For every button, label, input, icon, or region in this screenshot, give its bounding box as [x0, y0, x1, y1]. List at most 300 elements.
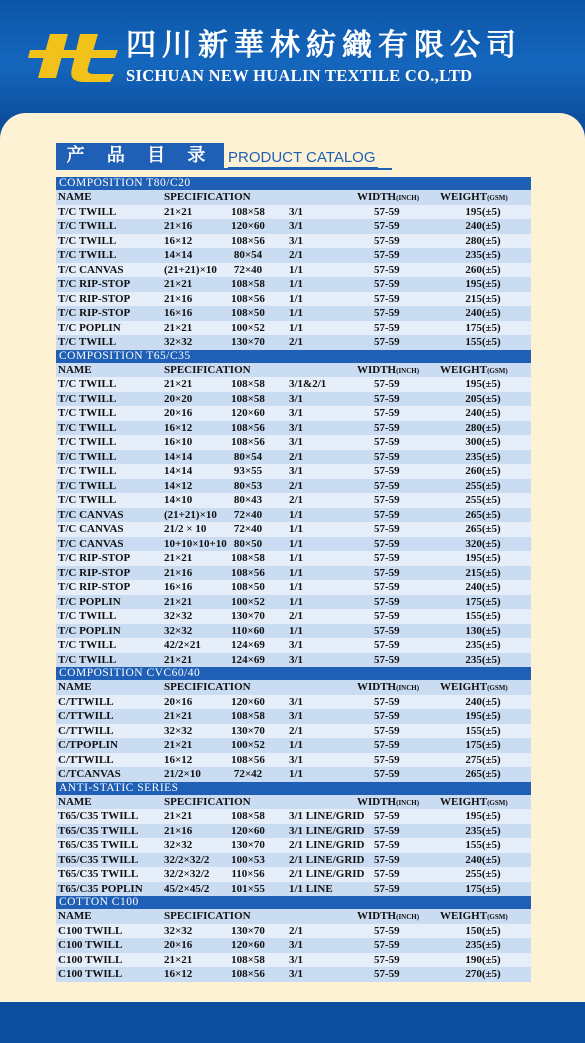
weave-cell: 3/1: [289, 953, 304, 966]
width-cell: 57-59: [374, 939, 400, 951]
column-header-weight-label: WEIGHT: [440, 191, 488, 203]
density-cell: 108×50: [231, 581, 265, 593]
product-name-cell: C100 TWILL: [58, 968, 123, 980]
width-cell: 57-59: [374, 839, 400, 851]
yarn-spec-cell: 21×16: [164, 292, 193, 305]
density-cell: 108×58: [231, 953, 265, 966]
weave-cell: 1/1: [289, 508, 304, 521]
width-cell: 57-59: [374, 868, 400, 880]
density-cell: 108×56: [231, 968, 265, 980]
yarn-spec-cell: 21×16: [164, 824, 193, 837]
yarn-spec-cell: 16×16: [164, 581, 193, 593]
density-cell: 130×70: [231, 924, 265, 937]
weave-cell: 1/1: [289, 321, 304, 334]
section-title: COMPOSITION CVC60/40: [56, 667, 531, 680]
product-name-cell: T/C TWILL: [58, 479, 117, 492]
weight-cell: 155(±5): [465, 336, 501, 348]
weave-cell: 2/1: [289, 479, 304, 492]
product-name-cell: C/TTWILL: [58, 710, 114, 722]
width-cell: 57-59: [374, 610, 400, 622]
weight-cell: 320(±5): [465, 537, 501, 550]
column-header-width-unit: (INCH): [396, 366, 420, 375]
weight-cell: 155(±5): [465, 610, 501, 622]
yarn-spec-cell: 21×21: [164, 552, 193, 564]
company-name-english: SICHUAN NEW HUALIN TEXTILE CO.,LTD: [126, 66, 473, 85]
density-cell: 108×56: [231, 421, 265, 434]
column-header-weight-label: WEIGHT: [440, 363, 488, 376]
weave-cell: 3/1: [289, 392, 304, 405]
weight-cell: 175(±5): [465, 739, 501, 751]
weave-cell: 2/1 LINE/GRID: [289, 868, 365, 880]
yarn-spec-cell: 21×21: [164, 321, 193, 334]
weave-cell: 1/1: [289, 581, 304, 593]
width-cell: 57-59: [374, 321, 400, 334]
table-row: [56, 709, 531, 724]
product-name-cell: C/TTWILL: [58, 724, 114, 737]
weave-cell: 3/1&2/1: [289, 378, 327, 390]
column-header-width-label: WIDTH: [357, 795, 397, 808]
product-name-cell: T/C TWILL: [58, 421, 117, 434]
width-cell: 57-59: [374, 968, 400, 980]
weight-cell: 235(±5): [465, 653, 501, 666]
table-row: [56, 450, 531, 465]
column-header-weight-label: WEIGHT: [440, 910, 488, 922]
product-name-cell: T/C CANVAS: [58, 263, 124, 276]
table-row: [56, 479, 531, 494]
yarn-spec-cell: 32×32: [164, 839, 193, 851]
company-name-chinese: 四川新華林紡織有限公司: [126, 28, 522, 63]
section-title: COMPOSITION T80/C20: [56, 177, 531, 190]
weight-cell: 265(±5): [465, 768, 501, 780]
yarn-spec-cell: 21×21: [164, 205, 193, 218]
weave-cell: 1/1: [289, 739, 304, 751]
density-cell: 120×60: [231, 824, 265, 837]
product-name-cell: T/C TWILL: [58, 436, 117, 448]
catalog-section: [56, 896, 531, 982]
title-underline: [56, 168, 392, 170]
weave-cell: 1/1: [289, 595, 304, 608]
table-row: [56, 924, 531, 939]
weight-cell: 280(±5): [465, 421, 501, 434]
product-name-cell: T/C TWILL: [58, 407, 117, 419]
width-cell: 57-59: [374, 421, 400, 434]
weight-cell: 175(±5): [465, 321, 501, 334]
weight-cell: 235(±5): [465, 824, 501, 837]
width-cell: 57-59: [374, 710, 400, 722]
product-name-cell: T/C TWILL: [58, 220, 117, 232]
table-row: [56, 248, 531, 263]
density-cell: 100×53: [231, 853, 265, 866]
width-cell: 57-59: [374, 508, 400, 521]
table-row: [56, 609, 531, 624]
density-cell: 72×42: [233, 768, 263, 780]
product-name-cell: T/C CANVAS: [58, 523, 124, 535]
product-name-cell: T/C POPLIN: [58, 321, 121, 334]
density-cell: 80×50: [233, 537, 263, 550]
weight-cell: 260(±5): [465, 263, 501, 276]
table-row: [56, 938, 531, 953]
table-row: [56, 809, 531, 824]
footer-bar: [0, 1002, 585, 1043]
density-cell: 100×52: [231, 595, 265, 608]
column-header-specification: SPECIFICATION: [164, 910, 251, 922]
table-row: [56, 435, 531, 450]
yarn-spec-cell: 21×21: [164, 739, 193, 751]
weight-cell: 130(±5): [465, 624, 501, 637]
product-name-cell: T/C TWILL: [58, 205, 117, 218]
product-name-cell: T65/C35 TWILL: [58, 868, 139, 880]
weave-cell: 1/1: [289, 566, 304, 579]
weight-cell: 155(±5): [465, 839, 501, 851]
column-header-weight-label: WEIGHT: [440, 795, 488, 808]
density-cell: 130×70: [231, 839, 265, 851]
width-cell: 57-59: [374, 336, 400, 348]
product-name-cell: T/C TWILL: [58, 465, 117, 477]
width-cell: 57-59: [374, 768, 400, 780]
width-cell: 57-59: [374, 278, 400, 290]
density-cell: 120×60: [231, 220, 265, 232]
weave-cell: 3/1: [289, 234, 304, 247]
width-cell: 57-59: [374, 552, 400, 564]
table-row: [56, 624, 531, 639]
table-row: [56, 421, 531, 436]
weight-cell: 195(±5): [465, 378, 501, 390]
weave-cell: 1/1: [289, 768, 304, 780]
product-name-cell: T/C TWILL: [58, 610, 117, 622]
weight-cell: 235(±5): [465, 249, 501, 261]
section-title: COTTON C100: [56, 896, 531, 909]
density-cell: 108×50: [231, 307, 265, 319]
column-header-weight-unit: (GSM): [487, 913, 508, 921]
product-catalog-table: [56, 177, 531, 982]
table-row: [56, 824, 531, 839]
width-cell: 57-59: [374, 537, 400, 550]
weight-cell: 150(±5): [465, 924, 501, 937]
table-row: [56, 234, 531, 249]
weight-cell: 195(±5): [465, 278, 501, 290]
density-cell: 120×60: [231, 939, 265, 951]
weight-cell: 240(±5): [465, 220, 501, 232]
weave-cell: 2/1 LINE/GRID: [289, 839, 365, 851]
density-cell: 108×58: [231, 278, 265, 290]
density-cell: 108×56: [231, 292, 265, 305]
width-cell: 57-59: [374, 953, 400, 966]
yarn-spec-cell: 14×14: [164, 249, 193, 261]
width-cell: 57-59: [374, 249, 400, 261]
yarn-spec-cell: 32/2×32/2: [164, 853, 210, 866]
width-cell: 57-59: [374, 810, 400, 822]
product-name-cell: T/C CANVAS: [58, 537, 124, 550]
column-header-weight-label: WEIGHT: [440, 681, 488, 693]
column-header-row: [56, 190, 531, 205]
product-name-cell: T/C RIP-STOP: [58, 581, 131, 593]
product-name-cell: T/C TWILL: [58, 392, 117, 405]
column-header-row: [56, 363, 531, 378]
weave-cell: 3/1 LINE/GRID: [289, 810, 365, 822]
weight-cell: 235(±5): [465, 450, 501, 463]
section-title: COMPOSITION T65/C35: [56, 350, 531, 363]
width-cell: 57-59: [374, 378, 400, 390]
weave-cell: 1/1: [289, 307, 304, 319]
product-name-cell: T/C TWILL: [58, 249, 117, 261]
width-cell: 57-59: [374, 824, 400, 837]
width-cell: 57-59: [374, 436, 400, 448]
density-cell: 108×58: [231, 552, 265, 564]
table-row: [56, 321, 531, 336]
density-cell: 124×69: [231, 653, 265, 666]
column-header-weight: [440, 363, 508, 379]
density-cell: 108×56: [231, 436, 265, 448]
density-cell: 130×70: [231, 610, 265, 622]
column-header-width: [357, 363, 419, 379]
product-name-cell: T65/C35 TWILL: [58, 853, 139, 866]
weave-cell: 1/1: [289, 278, 304, 290]
density-cell: 110×56: [231, 868, 265, 880]
yarn-spec-cell: 14×12: [164, 479, 193, 492]
weave-cell: 3/1: [289, 220, 304, 232]
yarn-spec-cell: 16×12: [164, 421, 193, 434]
product-name-cell: T/C POPLIN: [58, 595, 121, 608]
yarn-spec-cell: 16×12: [164, 968, 193, 980]
yarn-spec-cell: 21×21: [164, 378, 193, 390]
yarn-spec-cell: 21/2 × 10: [164, 523, 207, 535]
weight-cell: 195(±5): [465, 552, 501, 564]
column-header-width-label: WIDTH: [357, 363, 397, 376]
table-row: [56, 464, 531, 479]
width-cell: 57-59: [374, 624, 400, 637]
table-row: [56, 219, 531, 234]
catalog-section: [56, 782, 531, 897]
column-header-name: NAME: [58, 910, 92, 922]
product-name-cell: C100 TWILL: [58, 939, 123, 951]
column-header-row: [56, 909, 531, 924]
weight-cell: 205(±5): [465, 392, 501, 405]
table-row: [56, 638, 531, 653]
weight-cell: 255(±5): [465, 868, 501, 880]
table-row: [56, 580, 531, 595]
density-cell: 80×53: [233, 479, 263, 492]
density-cell: 130×70: [231, 724, 265, 737]
column-header-width: [357, 909, 419, 925]
product-name-cell: C/TCANVAS: [58, 768, 121, 780]
weight-cell: 255(±5): [465, 479, 501, 492]
yarn-spec-cell: 32×32: [164, 924, 193, 937]
weave-cell: 3/1: [289, 753, 304, 766]
weight-cell: 300(±5): [465, 436, 501, 448]
column-header-weight: [440, 680, 508, 696]
weave-cell: 3/1 LINE/GRID: [289, 824, 365, 837]
column-header-width-label: WIDTH: [357, 681, 397, 693]
column-header-width: [357, 680, 419, 696]
yarn-spec-cell: (21+21)×10: [164, 263, 217, 276]
weight-cell: 190(±5): [465, 953, 501, 966]
column-header-width-unit: (INCH): [396, 913, 420, 921]
table-row: [56, 724, 531, 739]
product-name-cell: T/C RIP-STOP: [58, 278, 131, 290]
column-header-name: NAME: [58, 191, 92, 203]
column-header-specification: SPECIFICATION: [164, 681, 251, 693]
weight-cell: 240(±5): [465, 853, 501, 866]
width-cell: 57-59: [374, 739, 400, 751]
table-row: [56, 406, 531, 421]
weight-cell: 255(±5): [465, 494, 501, 506]
product-name-cell: C/TTWILL: [58, 753, 114, 766]
density-cell: 120×60: [231, 407, 265, 419]
density-cell: 108×56: [231, 566, 265, 579]
yarn-spec-cell: 10+10×10+10: [164, 537, 227, 550]
yarn-spec-cell: 16×10: [164, 436, 193, 448]
weight-cell: 215(±5): [465, 566, 501, 579]
table-row: [56, 838, 531, 853]
column-header-weight: [440, 909, 508, 925]
width-cell: 57-59: [374, 465, 400, 477]
weave-cell: 1/1: [289, 263, 304, 276]
weave-cell: 3/1: [289, 710, 304, 722]
column-header-weight-unit: (GSM): [487, 194, 508, 202]
column-header-name: NAME: [58, 681, 92, 693]
width-cell: 57-59: [374, 263, 400, 276]
density-cell: 72×40: [233, 508, 263, 521]
column-header-width-unit: (INCH): [396, 798, 420, 807]
density-cell: 124×69: [231, 639, 265, 651]
weight-cell: 275(±5): [465, 753, 501, 766]
weave-cell: 3/1: [289, 968, 304, 980]
yarn-spec-cell: 32×32: [164, 624, 193, 637]
weave-cell: 1/1: [289, 624, 304, 637]
weight-cell: 175(±5): [465, 595, 501, 608]
product-name-cell: T65/C35 TWILL: [58, 810, 139, 822]
table-row: [56, 595, 531, 610]
catalog-section: [56, 667, 531, 782]
width-cell: 57-59: [374, 581, 400, 593]
weight-cell: 280(±5): [465, 234, 501, 247]
header-banner: [0, 0, 585, 118]
column-header-weight-unit: (GSM): [487, 366, 508, 375]
weave-cell: 2/1: [289, 724, 304, 737]
product-name-cell: C100 TWILL: [58, 953, 123, 966]
product-name-cell: T/C TWILL: [58, 494, 117, 506]
weave-cell: 3/1: [289, 421, 304, 434]
weave-cell: 3/1: [289, 939, 304, 951]
catalog-title-chinese: 产 品 目 录: [56, 143, 224, 168]
table-row: [56, 653, 531, 668]
weight-cell: 240(±5): [465, 695, 501, 708]
product-name-cell: T/C TWILL: [58, 450, 117, 463]
catalog-section: [56, 177, 531, 350]
product-name-cell: T/C RIP-STOP: [58, 552, 131, 564]
weave-cell: 2/1: [289, 336, 304, 348]
product-name-cell: T/C TWILL: [58, 653, 117, 666]
weight-cell: 195(±5): [465, 710, 501, 722]
table-row: [56, 277, 531, 292]
weave-cell: 3/1: [289, 465, 304, 477]
density-cell: 110×60: [231, 624, 265, 637]
product-name-cell: T65/C35 TWILL: [58, 824, 139, 837]
weight-cell: 265(±5): [465, 508, 501, 521]
table-row: [56, 537, 531, 552]
weight-cell: 240(±5): [465, 307, 501, 319]
yarn-spec-cell: 32×32: [164, 724, 193, 737]
weave-cell: 2/1: [289, 494, 304, 506]
product-name-cell: T/C TWILL: [58, 639, 117, 651]
density-cell: 80×43: [233, 494, 263, 506]
weight-cell: 240(±5): [465, 407, 501, 419]
yarn-spec-cell: 21×21: [164, 278, 193, 290]
yarn-spec-cell: 21×21: [164, 953, 193, 966]
table-row: [56, 377, 531, 392]
width-cell: 57-59: [374, 523, 400, 535]
company-logo-icon: [28, 28, 120, 86]
yarn-spec-cell: 21×21: [164, 653, 193, 666]
column-header-name: NAME: [58, 363, 92, 376]
yarn-spec-cell: 20×20: [164, 392, 193, 405]
weave-cell: 3/1: [289, 695, 304, 708]
weight-cell: 235(±5): [465, 939, 501, 951]
density-cell: 80×54: [233, 450, 263, 463]
table-row: [56, 493, 531, 508]
weight-cell: 265(±5): [465, 523, 501, 535]
product-name-cell: T/C RIP-STOP: [58, 566, 131, 579]
table-row: [56, 853, 531, 868]
weave-cell: 3/1: [289, 205, 304, 218]
weight-cell: 270(±5): [465, 968, 501, 980]
density-cell: 120×60: [231, 695, 265, 708]
yarn-spec-cell: 21×21: [164, 710, 193, 722]
table-row: [56, 566, 531, 581]
weight-cell: 235(±5): [465, 639, 501, 651]
product-name-cell: C100 TWILL: [58, 924, 123, 937]
width-cell: 57-59: [374, 479, 400, 492]
table-row: [56, 292, 531, 307]
yarn-spec-cell: 14×14: [164, 465, 193, 477]
width-cell: 57-59: [374, 753, 400, 766]
width-cell: 57-59: [374, 595, 400, 608]
product-name-cell: T/C POPLIN: [58, 624, 121, 637]
density-cell: 108×58: [231, 378, 265, 390]
product-name-cell: T65/C35 POPLIN: [58, 882, 143, 895]
width-cell: 57-59: [374, 882, 400, 895]
product-name-cell: T/C TWILL: [58, 378, 117, 390]
yarn-spec-cell: 21×16: [164, 566, 193, 579]
table-row: [56, 392, 531, 407]
weight-cell: 195(±5): [465, 810, 501, 822]
column-header-width-unit: (INCH): [396, 194, 420, 202]
density-cell: 72×40: [233, 263, 263, 276]
column-header-width-label: WIDTH: [357, 191, 397, 203]
weight-cell: 240(±5): [465, 581, 501, 593]
table-row: [56, 263, 531, 278]
weave-cell: 3/1: [289, 639, 304, 651]
weave-cell: 1/1: [289, 552, 304, 564]
product-name-cell: T65/C35 TWILL: [58, 839, 139, 851]
weave-cell: 3/1: [289, 436, 304, 448]
weight-cell: 215(±5): [465, 292, 501, 305]
yarn-spec-cell: 14×10: [164, 494, 193, 506]
table-row: [56, 306, 531, 321]
weave-cell: 1/1: [289, 537, 304, 550]
weave-cell: 3/1: [289, 407, 304, 419]
table-row: [56, 767, 531, 782]
density-cell: 100×52: [231, 321, 265, 334]
yarn-spec-cell: (21+21)×10: [164, 508, 217, 521]
width-cell: 57-59: [374, 653, 400, 666]
width-cell: 57-59: [374, 853, 400, 866]
weave-cell: 2/1 LINE/GRID: [289, 853, 365, 866]
width-cell: 57-59: [374, 924, 400, 937]
table-row: [56, 205, 531, 220]
product-name-cell: T/C RIP-STOP: [58, 292, 131, 305]
weave-cell: 3/1: [289, 653, 304, 666]
